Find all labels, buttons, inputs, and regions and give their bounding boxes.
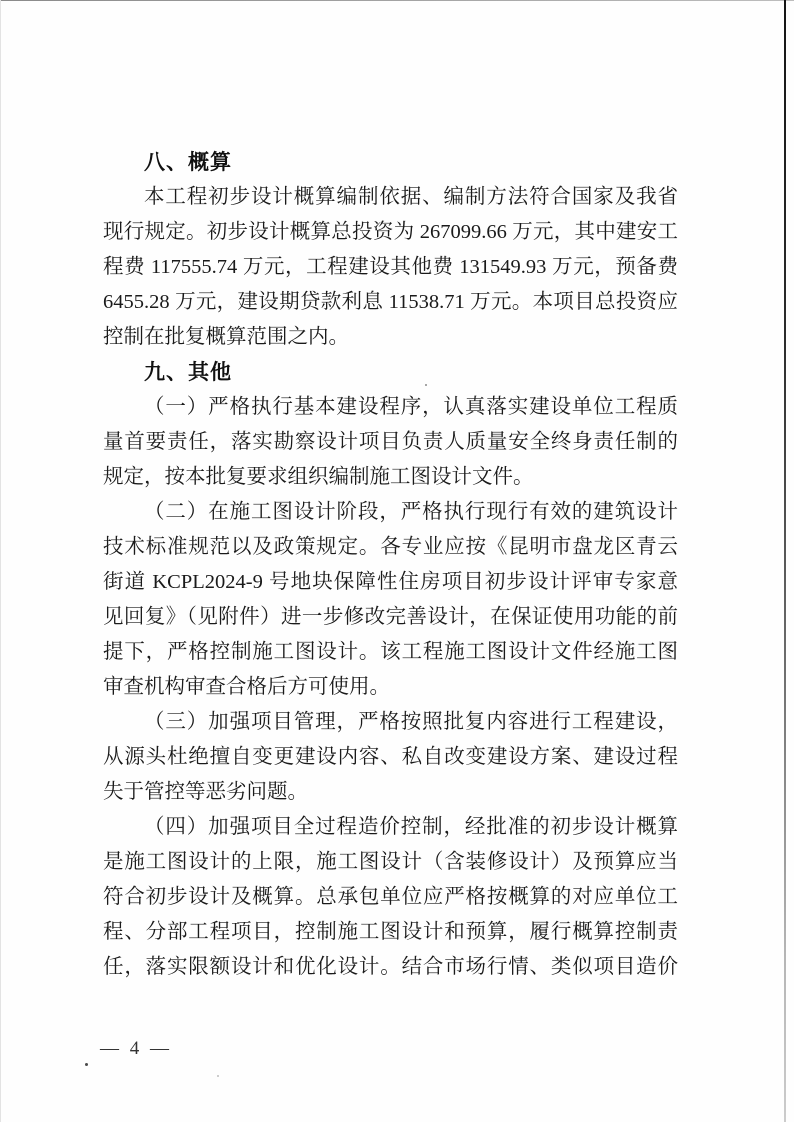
scan-edge-right	[784, 0, 786, 1122]
page-number: — 4 —	[100, 1038, 172, 1059]
doc-line: 控制在批复概算范围之内。	[103, 326, 349, 348]
doc-line: 见回复》（见附件）进一步修改完善设计，在保证使用功能的前	[103, 606, 678, 628]
doc-line: 程费 117555.74 万元，工程建设其他费 131549.93 万元，预备费	[103, 256, 678, 278]
doc-line: 本工程初步设计概算编制依据、编制方法符合国家及我省	[144, 186, 678, 208]
doc-line: 量首要责任，落实勘察设计项目负责人质量安全终身责任制的	[103, 431, 678, 453]
doc-line: 提下，严格控制施工图设计。该工程施工图设计文件经施工图	[103, 641, 678, 663]
doc-line: 技术标准规范以及政策规定。各专业应按《昆明市盘龙区青云	[103, 536, 678, 558]
doc-line: 6455.28 万元，建设期贷款利息 11538.71 万元。本项目总投资应	[103, 291, 678, 313]
doc-line: （四）加强项目全过程造价控制，经批准的初步设计概算	[144, 816, 678, 838]
scan-edge-left	[0, 0, 1, 1122]
section-heading-9: 九、其他	[144, 361, 232, 384]
scan-speck	[425, 384, 427, 386]
doc-line: （一）严格执行基本建设程序，认真落实建设单位工程质	[144, 396, 678, 418]
doc-line: 现行规定。初步设计概算总投资为 267099.66 万元，其中建安工	[103, 221, 678, 243]
doc-line: （二）在施工图设计阶段，严格执行现行有效的建筑设计	[144, 501, 678, 523]
scan-speck	[85, 1063, 88, 1066]
doc-line: 审查机构审查合格后方可使用。	[103, 676, 390, 698]
section-heading-8: 八、概算	[144, 151, 232, 174]
scan-edge-top	[0, 0, 794, 1]
doc-line: 是施工图设计的上限，施工图设计（含装修设计）及预算应当	[103, 851, 678, 873]
doc-line: 从源头杜绝擅自变更建设内容、私自改变建设方案、建设过程	[103, 746, 678, 768]
doc-line: 程、分部工程项目，控制施工图设计和预算，履行概算控制责	[103, 921, 678, 943]
doc-line: 失于管控等恶劣问题。	[103, 781, 308, 803]
document-body	[103, 145, 678, 985]
doc-line: （三）加强项目管理，严格按照批复内容进行工程建设，	[144, 711, 678, 733]
doc-line: 任，落实限额设计和优化设计。结合市场行情、类似项目造价	[103, 956, 678, 978]
doc-line: 规定，按本批复要求组织编制施工图设计文件。	[103, 466, 534, 488]
doc-line: 街道 KCPL2024-9 号地块保障性住房项目初步设计评审专家意	[103, 571, 678, 593]
doc-line: 符合初步设计及概算。总承包单位应严格按概算的对应单位工	[103, 886, 678, 908]
scan-speck	[217, 1075, 219, 1077]
